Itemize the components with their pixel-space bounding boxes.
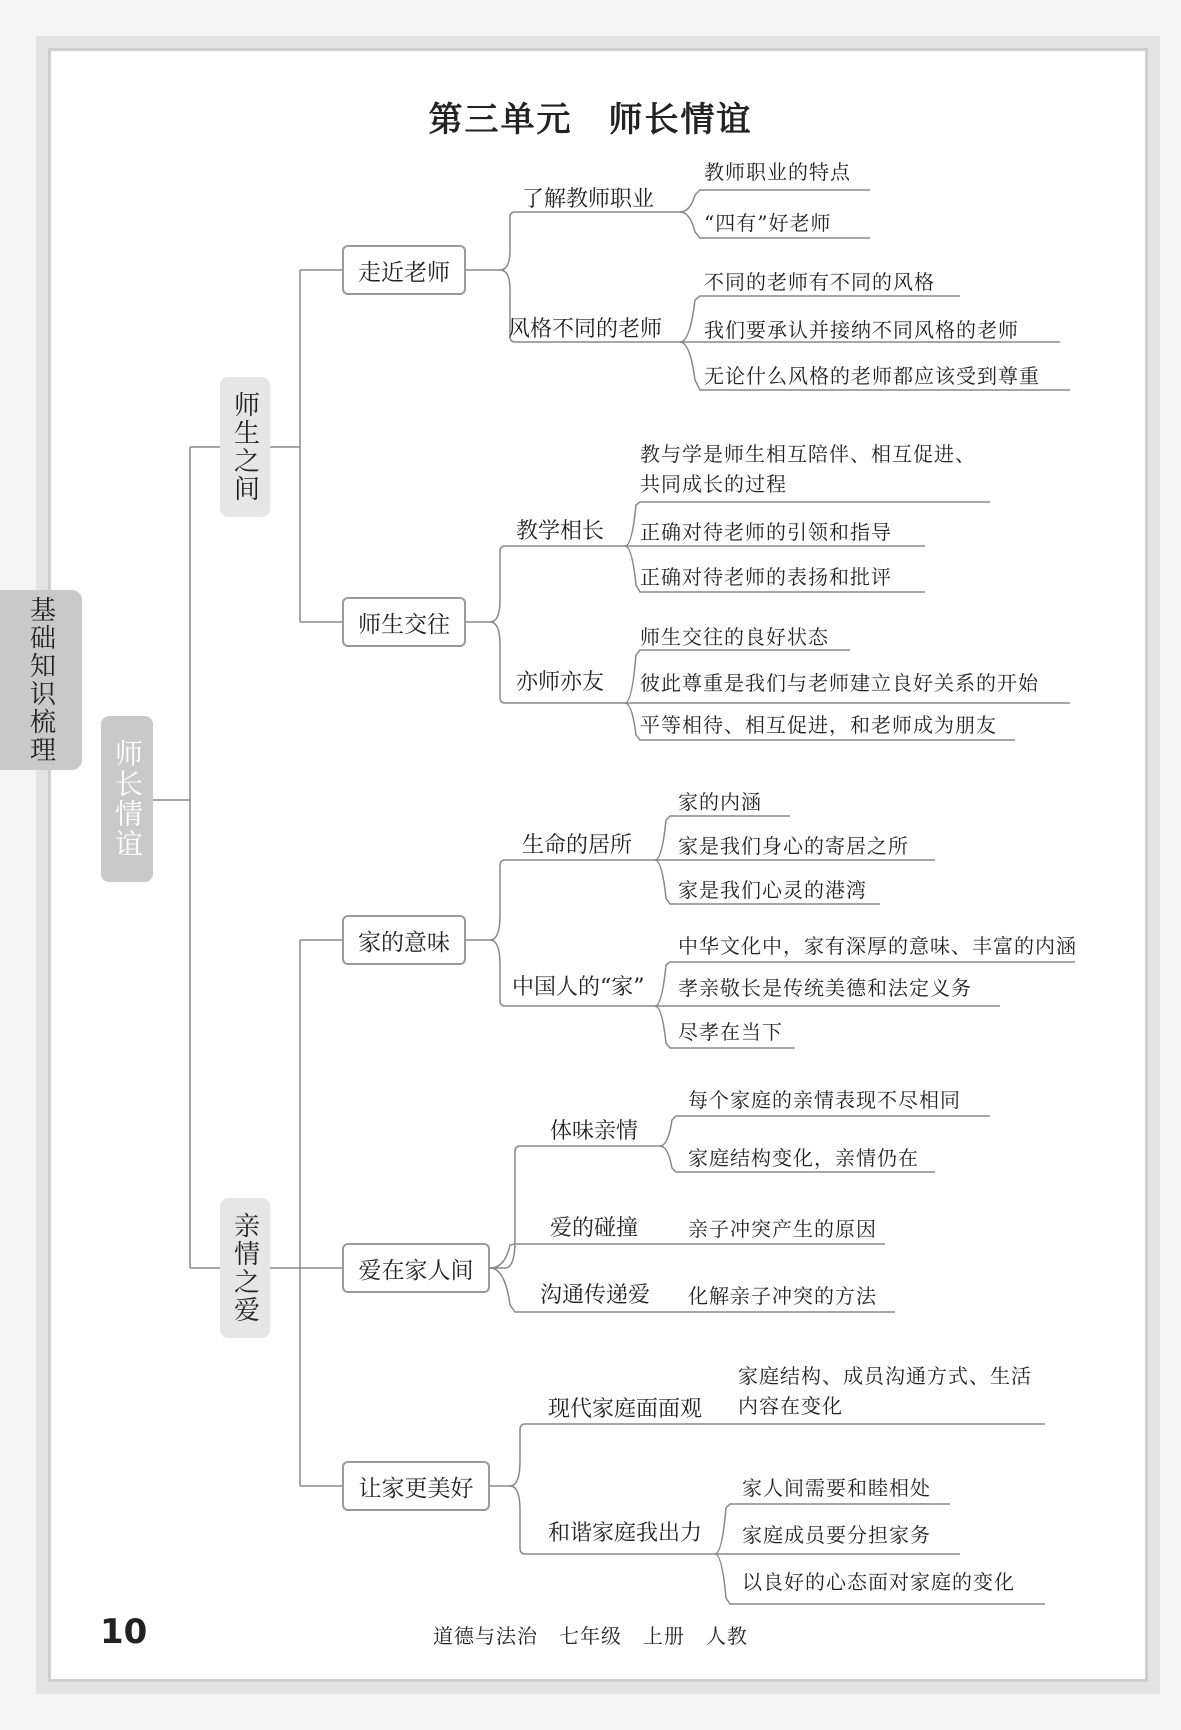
topic-meaning-of-home[interactable]: 家的意味	[342, 915, 466, 965]
subtopic: 生命的居所	[522, 833, 633, 858]
topic-better-home[interactable]: 让家更美好	[342, 1461, 490, 1511]
leaf-point: 教师职业的特点	[704, 160, 851, 184]
page-number: 10	[100, 1612, 148, 1652]
leaf-point: 我们要承认并接纳不同风格的老师	[704, 318, 1019, 342]
leaf-point: 中华文化中，家有深厚的意味、丰富的内涵	[678, 934, 1077, 958]
leaf-point: “四有”好老师	[704, 211, 832, 235]
root-label: 师长情谊	[111, 739, 144, 859]
leaf-point: 不同的老师有不同的风格	[704, 270, 935, 294]
leaf-point: 彼此尊重是我们与老师建立良好关系的开始	[640, 671, 1039, 695]
leaf-point: 家庭结构、成员沟通方式、生活	[738, 1364, 1032, 1388]
leaf-point: 正确对待老师的引领和指导	[640, 520, 892, 544]
leaf-point: 家庭结构变化，亲情仍在	[688, 1146, 919, 1170]
leaf-point: 家人间需要和睦相处	[742, 1476, 931, 1500]
topic-approach-teacher[interactable]: 走近老师	[342, 245, 466, 295]
leaf-point: 无论什么风格的老师都应该受到尊重	[704, 364, 1040, 388]
leaf-point: 共同成长的过程	[640, 472, 787, 496]
leaf-point: 尽孝在当下	[678, 1020, 783, 1044]
branch-family-love[interactable]	[220, 1198, 270, 1338]
subtopic: 和谐家庭我出力	[548, 1521, 703, 1546]
subtopic: 现代家庭面面观	[548, 1397, 703, 1422]
leaf-point: 孝亲敬长是传统美德和法定义务	[678, 976, 972, 1000]
subtopic: 中国人的“家”	[512, 975, 645, 1000]
leaf-point: 以良好的心态面对家庭的变化	[742, 1570, 1015, 1594]
side-tab-label: 基础知识梳理	[25, 596, 56, 764]
leaf-point: 内容在变化	[738, 1394, 843, 1418]
subtopic: 教学相长	[516, 519, 605, 544]
leaf-point: 家是我们身心的寄居之所	[678, 834, 909, 858]
branch-label: 师生之间	[229, 391, 260, 503]
subtopic: 沟通传递爱	[540, 1283, 651, 1308]
leaf-point: 平等相待、相互促进，和老师成为朋友	[640, 713, 997, 737]
subtopic: 爱的碰撞	[550, 1216, 639, 1241]
topic-teacher-student-interaction[interactable]: 师生交往	[342, 597, 466, 647]
leaf-point: 正确对待老师的表扬和批评	[640, 565, 892, 589]
leaf-point: 家的内涵	[678, 790, 762, 814]
subtopic: 亦师亦友	[516, 670, 605, 695]
footer-text: 道德与法治 七年级 上册 人教	[433, 1624, 748, 1648]
leaf-point: 每个家庭的亲情表现不尽相同	[688, 1088, 961, 1112]
branch-label: 亲情之爱	[229, 1212, 260, 1324]
topic-love-among-family[interactable]: 爱在家人间	[342, 1243, 490, 1293]
leaf-point: 亲子冲突产生的原因	[688, 1217, 877, 1241]
leaf-point: 家是我们心灵的港湾	[678, 878, 867, 902]
subtopic: 体味亲情	[550, 1119, 639, 1144]
leaf-point: 家庭成员要分担家务	[742, 1523, 931, 1547]
leaf-point: 化解亲子冲突的方法	[688, 1284, 877, 1308]
page-title: 第三单元 师长情谊	[428, 100, 753, 140]
subtopic: 风格不同的老师	[508, 317, 663, 342]
leaf-point: 教与学是师生相互陪伴、相互促进、	[640, 442, 976, 466]
branch-teacher-student[interactable]	[220, 377, 270, 517]
root-node[interactable]	[101, 716, 153, 882]
subtopic: 了解教师职业	[522, 187, 655, 212]
leaf-point: 师生交往的良好状态	[640, 625, 829, 649]
